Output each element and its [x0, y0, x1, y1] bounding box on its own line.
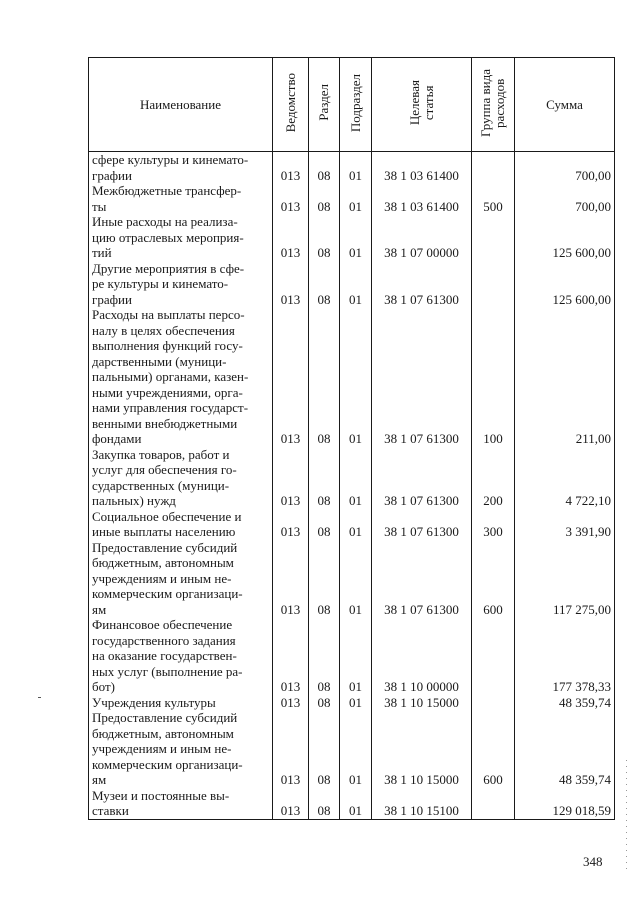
- row-summa-cell: 48 359,74: [515, 695, 615, 711]
- row-summa-cell: 4 722,10: [515, 447, 615, 509]
- row-razdel-cell: 08: [309, 788, 340, 820]
- row-summa-cell: 700,00: [515, 183, 615, 214]
- row-summa-cell: 211,00: [515, 307, 615, 447]
- budget-table: [88, 57, 615, 820]
- row-summa-cell: 177 378,33: [515, 617, 615, 695]
- row-vedomstvo-cell: 013: [273, 214, 309, 261]
- row-vedomstvo-cell: 013: [273, 261, 309, 308]
- page-number: 348: [583, 854, 603, 869]
- row-razdel-cell: 08: [309, 261, 340, 308]
- table-row: [89, 540, 615, 618]
- row-celevaya-cell: 38 1 07 61300: [372, 261, 472, 308]
- row-name-cell: сфере культуры и кинемато- графии: [89, 152, 273, 184]
- row-vedomstvo-cell: 013: [273, 152, 309, 184]
- row-celevaya-cell: 38 1 10 15000: [372, 710, 472, 788]
- row-podrazdel-cell: 01: [340, 710, 372, 788]
- row-name-cell: Другие мероприятия в сфе- ре культуры и кинемато- графии: [89, 261, 273, 308]
- row-razdel-cell: 08: [309, 183, 340, 214]
- row-podrazdel-cell: 01: [340, 695, 372, 711]
- row-gruppa-cell: 200: [472, 447, 515, 509]
- row-celevaya-cell: 38 1 03 61400: [372, 152, 472, 184]
- row-gruppa-cell: [472, 261, 515, 308]
- row-name-cell: Межбюджетные трансфер- ты: [89, 183, 273, 214]
- table-row: [89, 261, 615, 308]
- row-name-cell: Расходы на выплаты персо- налу в целях обеспечения выполнения функций госу- дарственными (муници- пальными) органами, казен- ными учреждениями, орга- нами управления государст- венными внебюджетными фондами: [89, 307, 273, 447]
- row-vedomstvo-cell: 013: [273, 710, 309, 788]
- table-body: [89, 152, 615, 820]
- row-podrazdel-cell: 01: [340, 509, 372, 540]
- row-name-cell: Социальное обеспечение и иные выплаты населению: [89, 509, 273, 540]
- row-razdel-cell: 08: [309, 509, 340, 540]
- row-gruppa-cell: 300: [472, 509, 515, 540]
- row-celevaya-cell: 38 1 10 15100: [372, 788, 472, 820]
- row-celevaya-cell: 38 1 03 61400: [372, 183, 472, 214]
- table-row: [89, 152, 615, 184]
- row-razdel-cell: 08: [309, 540, 340, 618]
- row-podrazdel-cell: 01: [340, 540, 372, 618]
- row-gruppa-cell: 600: [472, 710, 515, 788]
- row-razdel-cell: 08: [309, 447, 340, 509]
- table-row: [89, 509, 615, 540]
- row-razdel-cell: 08: [309, 710, 340, 788]
- row-summa-cell: 48 359,74: [515, 710, 615, 788]
- row-podrazdel-cell: 01: [340, 261, 372, 308]
- row-summa-cell: 129 018,59: [515, 788, 615, 820]
- row-podrazdel-cell: 01: [340, 617, 372, 695]
- row-summa-cell: 700,00: [515, 152, 615, 184]
- table-row: [89, 710, 615, 788]
- row-celevaya-cell: 38 1 07 61300: [372, 509, 472, 540]
- header-razdel: Раздел: [309, 58, 340, 152]
- header-name: Наименование: [89, 58, 273, 152]
- row-vedomstvo-cell: 013: [273, 788, 309, 820]
- row-gruppa-cell: 500: [472, 183, 515, 214]
- row-name-cell: Закупка товаров, работ и услуг для обеспечения го- сударственных (муници- пальных) нужд: [89, 447, 273, 509]
- row-vedomstvo-cell: 013: [273, 509, 309, 540]
- row-celevaya-cell: 38 1 10 00000: [372, 617, 472, 695]
- table-row: [89, 447, 615, 509]
- row-razdel-cell: 08: [309, 152, 340, 184]
- row-gruppa-cell: [472, 214, 515, 261]
- row-celevaya-cell: 38 1 07 61300: [372, 540, 472, 618]
- header-podrazdel: Подраздел: [340, 58, 372, 152]
- row-podrazdel-cell: 01: [340, 307, 372, 447]
- table-row: [89, 617, 615, 695]
- row-vedomstvo-cell: 013: [273, 695, 309, 711]
- row-name-cell: Финансовое обеспечение государственного задания на оказание государствен- ных услуг (выполнение ра- бот): [89, 617, 273, 695]
- row-podrazdel-cell: 01: [340, 447, 372, 509]
- row-summa-cell: 125 600,00: [515, 261, 615, 308]
- row-gruppa-cell: 600: [472, 540, 515, 618]
- table-row: [89, 307, 615, 447]
- row-name-cell: Иные расходы на реализа- цию отраслевых мероприя- тий: [89, 214, 273, 261]
- row-podrazdel-cell: 01: [340, 214, 372, 261]
- table-header-row: [89, 58, 615, 152]
- table-row: [89, 183, 615, 214]
- row-gruppa-cell: [472, 617, 515, 695]
- row-gruppa-cell: [472, 788, 515, 820]
- row-name-cell: Предоставление субсидий бюджетным, автономным учреждениям и иным не- коммерческим организаци- ям: [89, 540, 273, 618]
- row-vedomstvo-cell: 013: [273, 540, 309, 618]
- row-vedomstvo-cell: 013: [273, 447, 309, 509]
- row-podrazdel-cell: 01: [340, 788, 372, 820]
- table-row: [89, 695, 615, 711]
- row-gruppa-cell: [472, 152, 515, 184]
- row-razdel-cell: 08: [309, 307, 340, 447]
- row-celevaya-cell: 38 1 07 61300: [372, 447, 472, 509]
- table-row: [89, 214, 615, 261]
- row-celevaya-cell: 38 1 07 00000: [372, 214, 472, 261]
- header-gruppa-vida-raskhodov: Группа вида расходов: [472, 58, 515, 152]
- row-vedomstvo-cell: 013: [273, 307, 309, 447]
- row-razdel-cell: 08: [309, 214, 340, 261]
- table-row: [89, 788, 615, 820]
- row-summa-cell: 117 275,00: [515, 540, 615, 618]
- row-name-cell: Музеи и постоянные вы- ставки: [89, 788, 273, 820]
- row-vedomstvo-cell: 013: [273, 617, 309, 695]
- row-name-cell: Предоставление субсидий бюджетным, автономным учреждениям и иным не- коммерческим организаци- ям: [89, 710, 273, 788]
- scan-mark: [38, 697, 41, 698]
- row-celevaya-cell: 38 1 10 15000: [372, 695, 472, 711]
- row-razdel-cell: 08: [309, 695, 340, 711]
- row-podrazdel-cell: 01: [340, 152, 372, 184]
- row-gruppa-cell: 100: [472, 307, 515, 447]
- scan-edge-dots: [626, 760, 627, 870]
- row-podrazdel-cell: 01: [340, 183, 372, 214]
- row-vedomstvo-cell: 013: [273, 183, 309, 214]
- header-celevaya-statya: Целевая статья: [372, 58, 472, 152]
- row-name-cell: Учреждения культуры: [89, 695, 273, 711]
- row-summa-cell: 3 391,90: [515, 509, 615, 540]
- row-summa-cell: 125 600,00: [515, 214, 615, 261]
- row-razdel-cell: 08: [309, 617, 340, 695]
- header-summa: Сумма: [515, 58, 615, 152]
- header-vedomstvo: Ведомство: [273, 58, 309, 152]
- row-gruppa-cell: [472, 695, 515, 711]
- row-celevaya-cell: 38 1 07 61300: [372, 307, 472, 447]
